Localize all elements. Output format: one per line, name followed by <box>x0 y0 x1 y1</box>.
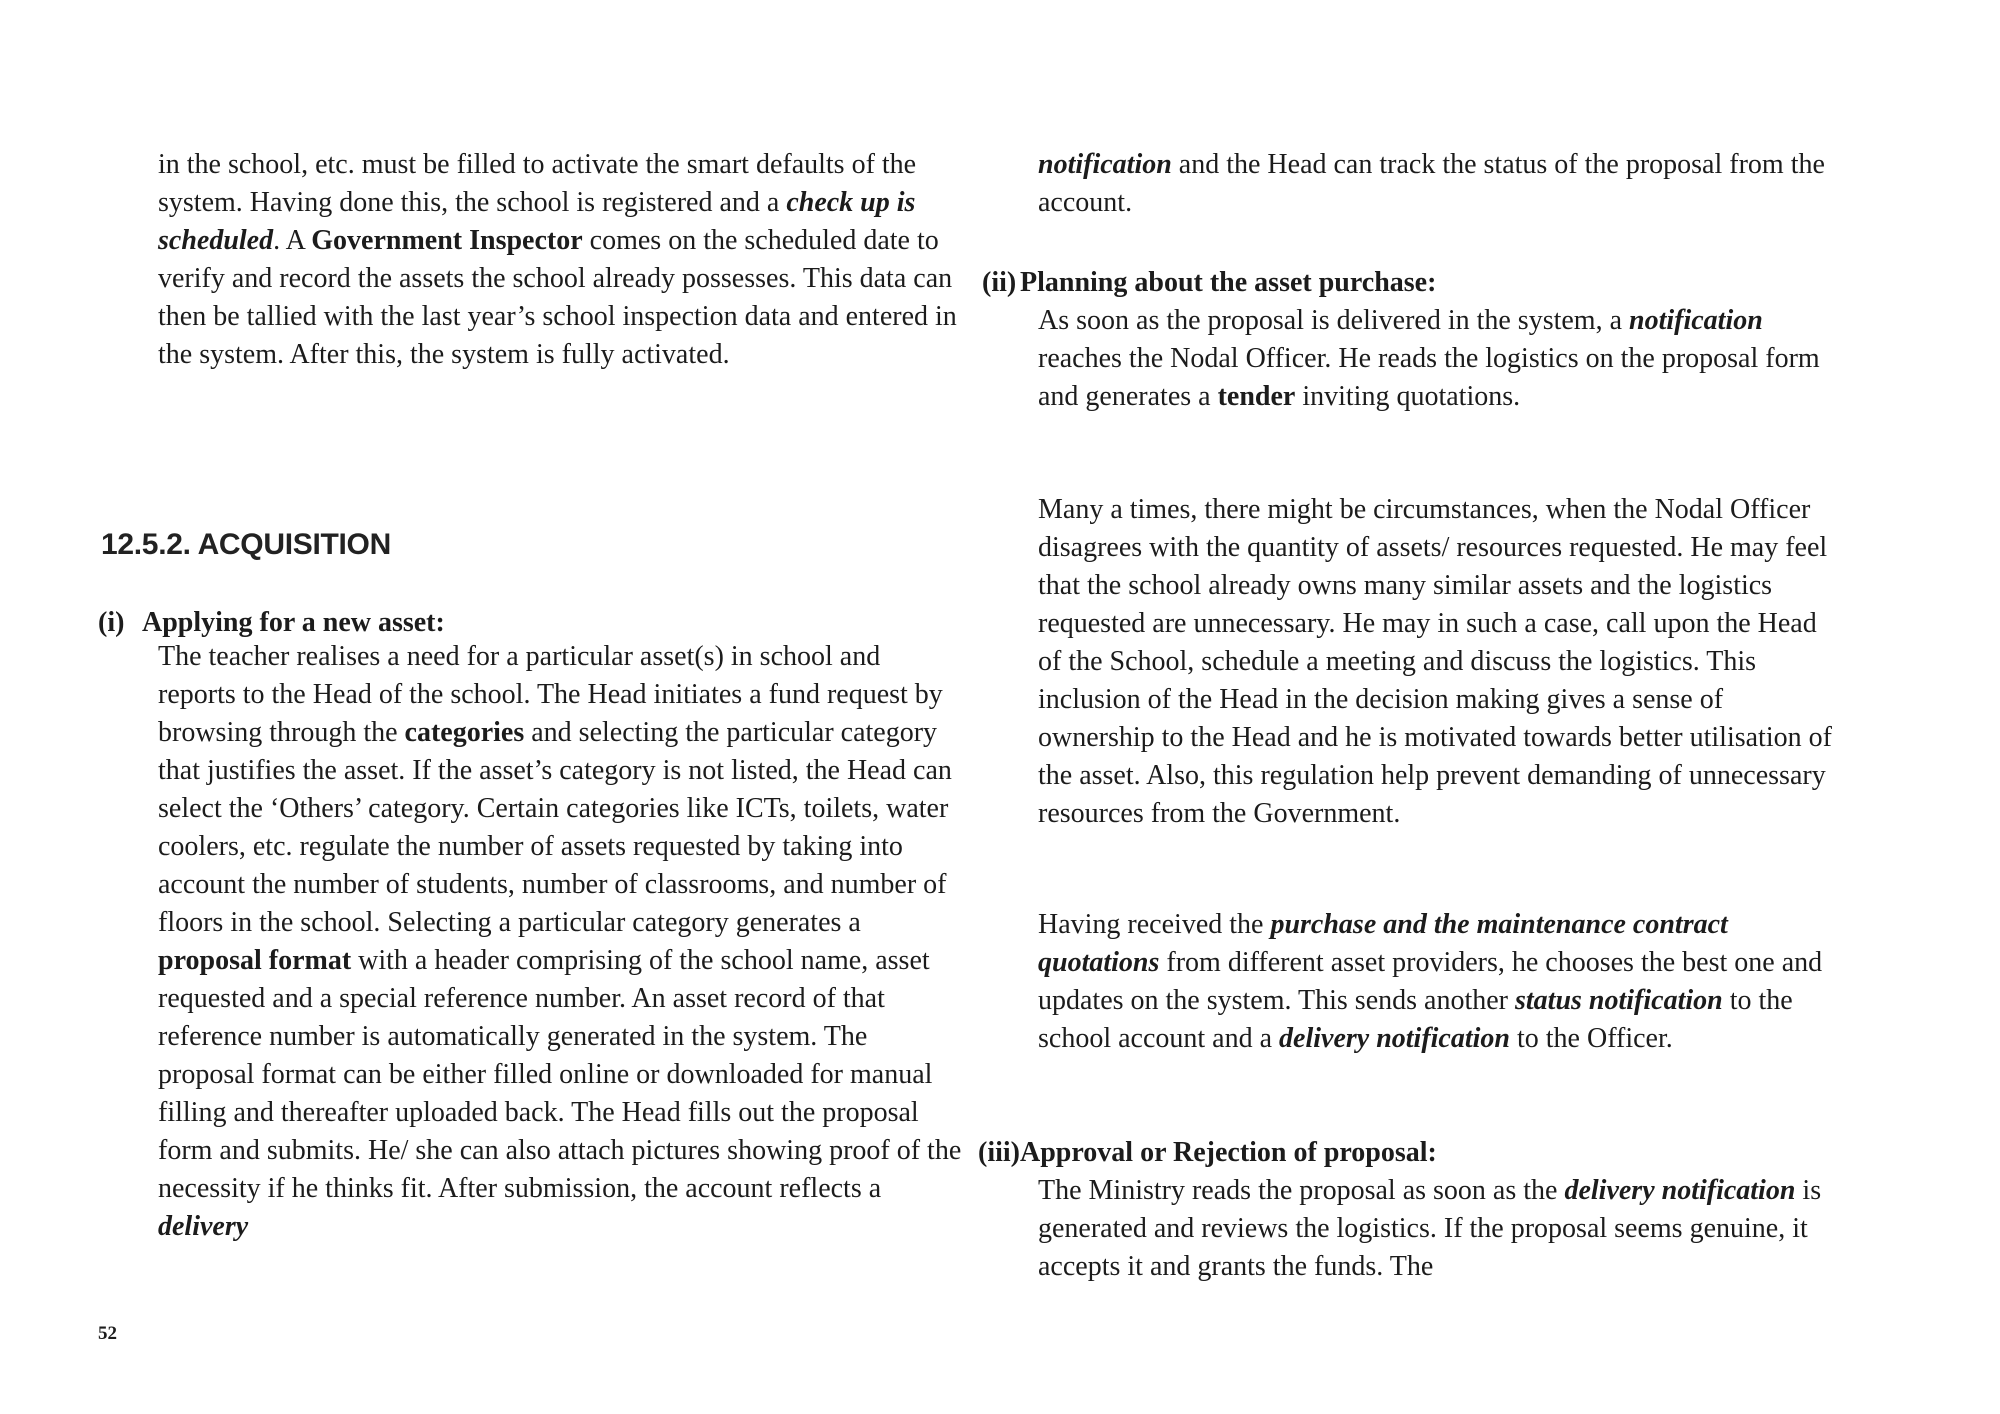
item-iii-title: Approval or Rejection of proposal: <box>1020 1137 1437 1168</box>
item-ii-heading <box>982 264 1436 302</box>
item-iii-label: (iii) <box>978 1137 1020 1168</box>
item-ii-para3: Having received the purchase and the maintenance contract quotations from different asset providers, he chooses the best one and updates on the system. This sends another status notification to the school account and a delivery notification to the Officer. <box>1038 909 1823 1054</box>
item-iii-heading <box>978 1134 1437 1172</box>
intro-paragraph: in the school, etc. must be filled to activate the smart defaults of the system. Having done this, the school is registered and a check up is scheduled. A Government Inspector comes on the scheduled date to verify and record the assets the school already possesses. This data can then be tallied with the last year’s school inspection data and entered in the system. After this, the system is fully activated. <box>158 149 957 370</box>
item-ii-para2: Many a times, there might be circumstances, when the Nodal Officer disagrees with the quantity of assets/ resources requested. He may feel that the school already owns many similar assets and the logistics requested are unnecessary. He may in such a case, call upon the Head of the School, schedule a meeting and discuss the logistics. This inclusion of the Head in the decision making gives a sense of ownership to the Head and he is motivated towards better utilisation of the asset. Also, this regulation help prevent demanding of unnecessary resources from the Government. <box>1038 494 1832 829</box>
item-ii-title: Planning about the asset purchase: <box>1020 267 1437 298</box>
item-i-label: (i) <box>98 607 125 638</box>
item-i-body: The teacher realises a need for a particular asset(s) in school and reports to the Head of the school. The Head initiates a fund request by browsing through the categories and selecting the particular category that justifies the asset. If the asset’s category is not listed, the Head can select the ‘Others’ category. Certain categories like ICTs, toilets, water coolers, etc. regulate the number of assets requested by taking into account the number of students, number of classrooms, and number of floors in the school. Selecting a particular category generates a proposal format with a header comprising of the school name, asset requested and a special reference number. An asset record of that reference number is automatically generated in the system. The proposal format can be either filled online or downloaded for manual filling and thereafter uploaded back. The Head fills out the proposal form and submits. He/ she can also attach pictures showing proof of the necessity if he thinks fit. After submission, the account reflects a delivery <box>158 641 962 1242</box>
item-i-title: Applying for a new asset: <box>142 607 445 638</box>
page-number: 52 <box>98 1323 117 1344</box>
item-ii-label: (ii) <box>982 267 1017 298</box>
item-ii-para1: As soon as the proposal is delivered in the system, a notification reaches the Nodal Officer. He reads the logistics on the proposal form and generates a tender inviting quotations. <box>1038 305 1820 412</box>
continuation-paragraph: notification and the Head can track the status of the proposal from the account. <box>1038 149 1825 218</box>
item-i-heading <box>98 604 445 642</box>
item-iii-body: The Ministry reads the proposal as soon as the delivery notification is generated and reviews the logistics. If the proposal seems genuine, it accepts it and grants the funds. The <box>1038 1175 1822 1282</box>
section-heading-acquisition: 12.5.2. ACQUISITION <box>101 528 391 561</box>
